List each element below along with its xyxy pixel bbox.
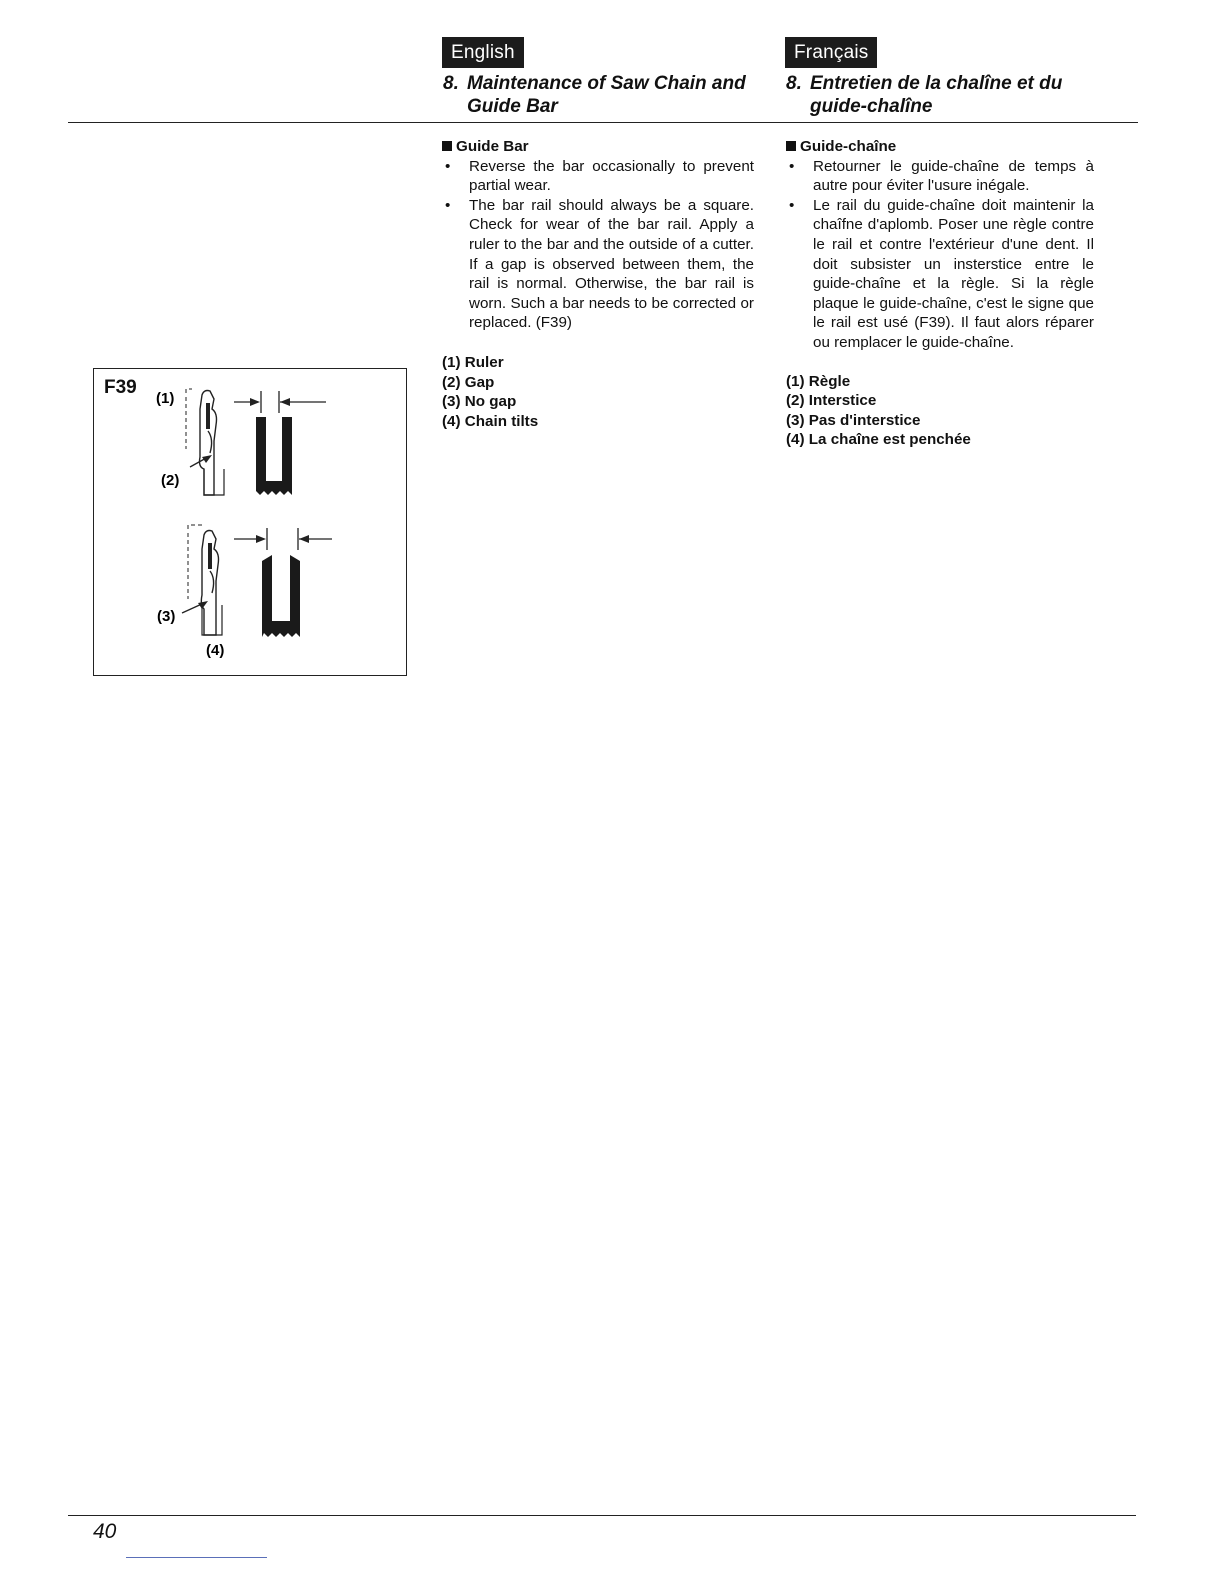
french-parts-list [786,372,1094,450]
english-heading-line2: Guide Bar [467,96,558,117]
english-part-item: (4) Chain tilts [442,412,539,430]
french-bullet-item: • Le rail du guide-chaîne doit maintenir la chaîfne d'aplomb. Poser une règle contre le rail et contre l'extérieur d'une dent. Il doit subsister un insterstice entre le guide-chaîne et la règle. Si la règle plaque le guide-chaîne, c'est le signe que le rail est usé (F39). Il faut alors réparer ou remplacer le guide-chaîne. [786,196,1094,353]
french-part-item: (1) Règle [786,372,851,390]
english-bullet-item: • The bar rail should always be a square. Check for wear of the bar rail. Apply a ruler to the bar and the outside of a cutter. If a gap is observed between them, the rail is normal. Otherwise, the bar rail is worn. Such a bar needs to be corrected or replaced. (F39) [442,196,754,333]
english-subhead-text: Guide Bar [456,138,529,155]
ruler-gap-diagram [186,389,326,495]
french-subhead-text: Guide-chaîne [800,138,897,155]
english-heading-line1: Maintenance of Saw Chain and [467,73,746,94]
english-column [442,137,754,431]
french-heading-line2: guide-chalîne [810,96,933,117]
french-bullet-list [786,157,1094,353]
figure-callout: (4) [206,642,225,659]
figure-callout: (1) [156,390,175,407]
figure-callout: (2) [161,472,180,489]
french-subhead [786,137,1094,157]
french-bullet-item: • Retourner le guide-chaîne de temps à autre pour éviter l'usure inégale. [786,157,1094,196]
english-part-item: (1) Ruler [442,353,504,371]
square-bullet-icon [786,141,796,151]
square-bullet-icon [442,141,452,151]
bottom-underline-mark [126,1557,267,1558]
english-heading-number: 8. [443,73,459,94]
english-language-tag: English [442,37,524,68]
chain-tilt-diagram [182,525,332,637]
english-subhead [442,137,754,157]
header-divider [68,122,1138,123]
french-part-item: (2) Interstice [786,392,877,410]
english-parts-list [442,353,754,431]
figure-f39 [93,368,407,676]
english-bullet-item: • Reverse the bar occasionally to prevent partial wear. [442,157,754,196]
french-language-tag: Français [785,37,877,68]
footer-divider [68,1515,1136,1516]
french-heading-line1: Entretien de la chalîne et du [810,73,1063,94]
french-part-item: (4) La chaîne est penchée [786,431,971,449]
figure-callout: (3) [157,608,176,625]
french-column [786,137,1094,450]
page-number: 40 [93,1520,117,1543]
french-part-item: (3) Pas d'interstice [786,411,921,429]
french-heading-number: 8. [786,73,802,94]
english-section-heading [443,72,783,118]
english-part-item: (2) Gap [442,373,495,391]
french-section-heading [786,72,1126,118]
english-bullet-list [442,157,754,333]
bar-rail-wear-illustration [94,369,406,675]
english-part-item: (3) No gap [442,393,517,411]
figure-label: F39 [104,377,137,398]
